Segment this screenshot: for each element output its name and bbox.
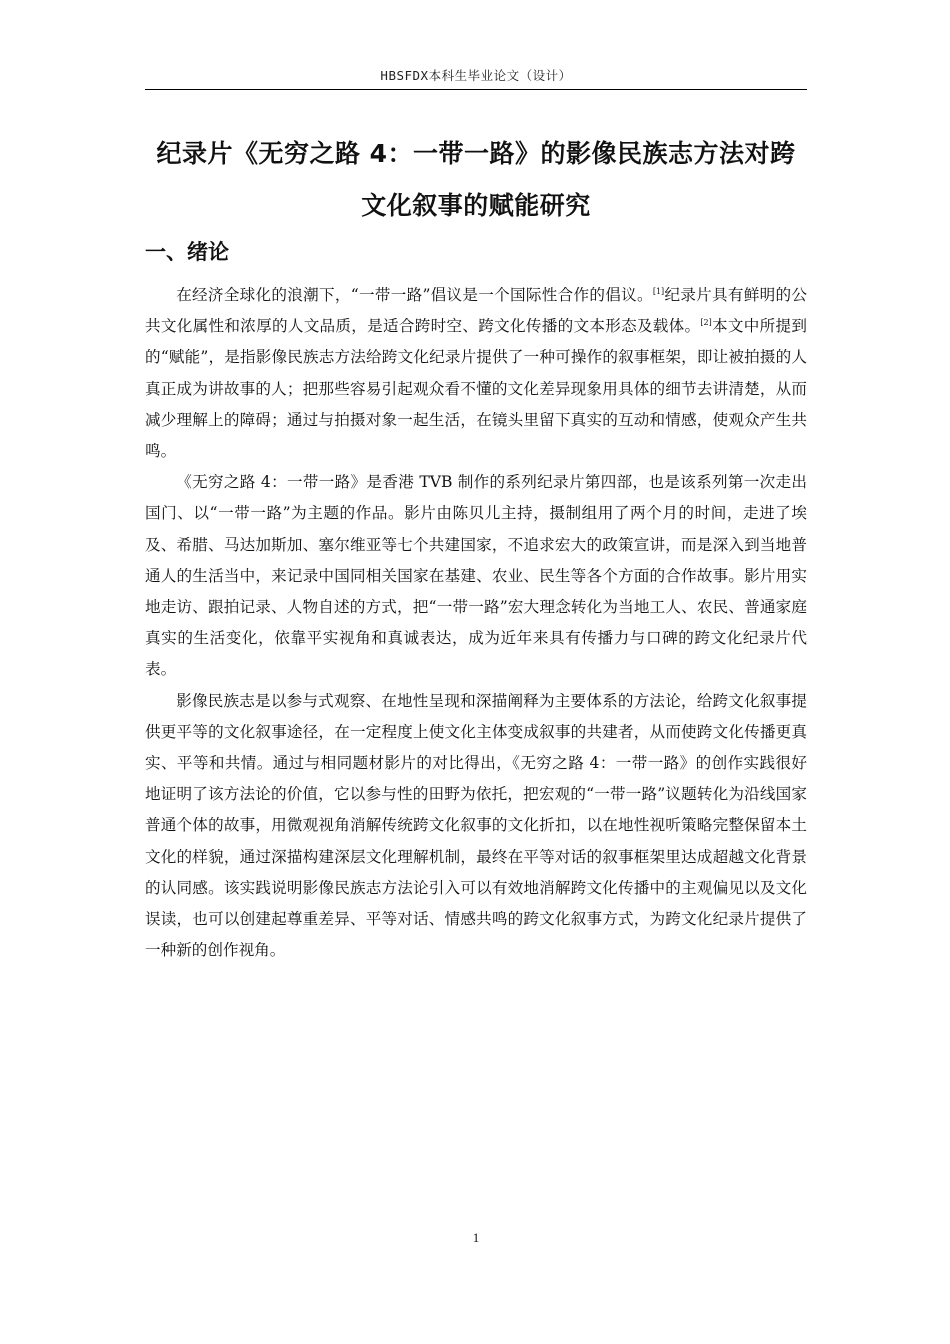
- paragraph-1-part-3: 本文中所提到的“赋能”，是指影像民族志方法给跨文化纪录片提供了一种可操作的叙事框架，即让被拍摄的人真正成为讲故事的人；把那些容易引起观众看不懂的文化差异现象用具体的细节去讲清楚，从而减少理解上的障碍；通过与拍摄对象一起生活，在镜头里留下真实的互动和情感，使观众产生共鸣。: [145, 317, 807, 461]
- body-text: [145, 280, 807, 966]
- paragraph-1-part-2: 纪录片具有鲜明的公共文化属性和浓厚的人文品质，是适合跨时空、跨文化传播的文本形态及载体。: [145, 286, 807, 336]
- section-heading: 一、绪论: [145, 240, 229, 264]
- paragraph-1: [145, 280, 807, 467]
- header-rule: [145, 89, 807, 90]
- running-header: HBSFDX本科生毕业论文（设计）: [380, 68, 572, 83]
- paragraph-3: 影像民族志是以参与式观察、在地性呈现和深描阐释为主要体系的方法论，给跨文化叙事提供更平等的文化叙事途径，在一定程度上使文化主体变成叙事的共建者，从而使跨文化传播更真实、平等和共情。通过与相同题材影片的对比得出，《无穷之路 4：一带一路》的创作实践很好地证明了该方法论的价值，它以参与性的田野为依托，把宏观的“一带一路”议题转化为沿线国家普通个体的故事，用微观视角消解传统跨文化叙事的文化折扣，以在地性视听策略完整保留本土文化的样貌，通过深描构建深层文化理解机制，最终在平等对话的叙事框架里达成超越文化背景的认同感。该实践说明影像民族志方法论引入可以有效地消解跨文化传播中的主观偏见以及文化误读，也可以创建起尊重差异、平等对话、情感共鸣的跨文化叙事方式，为跨文化纪录片提供了一种新的创作视角。: [145, 691, 807, 960]
- paragraph-2: 《无穷之路 4：一带一路》是香港 TVB 制作的系列纪录片第四部，也是该系列第一次走出国门、以“一带一路”为主题的作品。影片由陈贝儿主持，摄制组用了两个月的时间，走进了埃及、希腊、马达加斯加、塞尔维亚等七个共建国家，不追求宏大的政策宣讲，而是深入到当地普通人的生活当中，来记录中国同相关国家在基建、农业、民生等各个方面的合作故事。影片用实地走访、跟拍记录、人物自述的方式，把“一带一路”宏大理念转化为当地工人、农民、普通家庭真实的生活变化，依靠平实视角和真诚表达，成为近年来具有传播力与口碑的跨文化纪录片代表。: [145, 473, 807, 679]
- paper-title: 纪录片《无穷之路 4：一带一路》的影像民族志方法对跨文化叙事的赋能研究: [156, 139, 796, 220]
- citation-ref-1: [1]: [652, 286, 665, 296]
- citation-ref-2: [2]: [700, 318, 712, 328]
- page-number: 1: [472, 1230, 480, 1245]
- paragraph-1-part-1: 在经济全球化的浪潮下，“一带一路”倡议是一个国际性合作的倡议。: [176, 286, 653, 304]
